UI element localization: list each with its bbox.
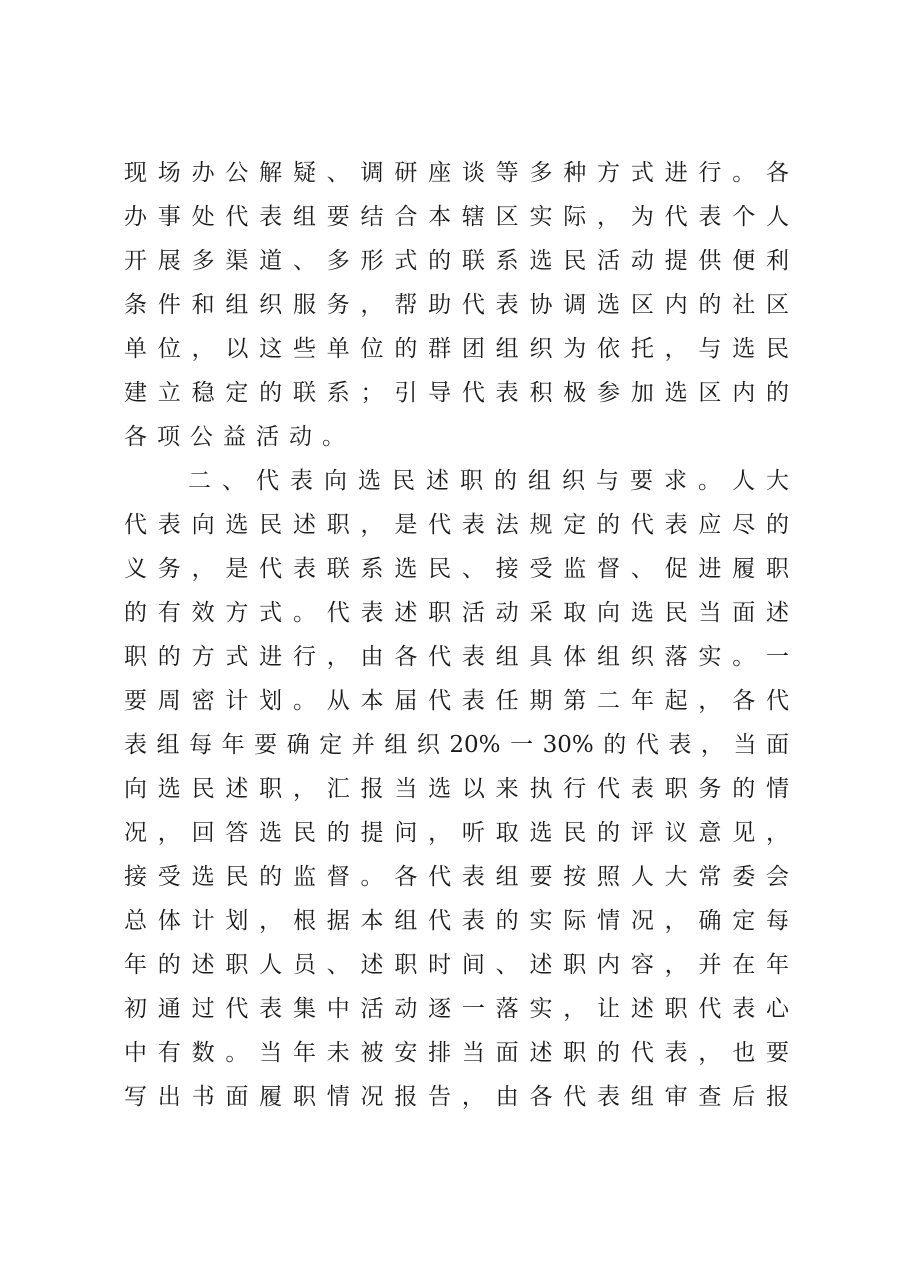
text-line: 要周密计划。从本届代表任期第二年起，各代 [124,688,789,714]
text-line: 接受选民的监督。各代表组要按照人大常委会 [124,864,789,890]
text-line: 代表向选民述职，是代表法规定的代表应尽的 [124,512,789,538]
text-line: 开展多渠道、多形式的联系选民活动提供便利 [124,248,789,274]
text-line: 况，回答选民的提问，听取选民的评议意见， [124,820,789,846]
section-heading-line: 二、代表向选民述职的组织与要求。人大 [188,468,789,494]
text-line: 办事处代表组要结合本辖区实际，为代表个人 [124,204,789,230]
text-line: 初通过代表集中活动逐一落实，让述职代表心 [124,996,789,1022]
text-line: 总体计划，根据本组代表的实际情况，确定每 [124,908,789,934]
text-line: 表组每年要确定并组织20%一30%的代表，当面 [124,732,789,758]
text-line: 年的述职人员、述职时间、述职内容，并在年 [124,952,789,978]
text-line-paragraph-end: 各项公益活动。 [124,424,355,450]
text-line: 单位，以这些单位的群团组织为依托，与选民 [124,336,789,362]
text-line: 中有数。当年未被安排当面述职的代表，也要 [124,1040,789,1066]
text-line: 写出书面履职情况报告，由各代表组审查后报 [124,1084,789,1110]
text-line: 现场办公解疑、调研座谈等多种方式进行。各 [124,160,789,186]
text-line: 条件和组织服务，帮助代表协调选区内的社区 [124,292,789,318]
text-line: 向选民述职，汇报当选以来执行代表职务的情 [124,776,789,802]
text-line: 建立稳定的联系；引导代表积极参加选区内的 [124,380,789,406]
text-line: 义务，是代表联系选民、接受监督、促进履职 [124,556,789,582]
text-line: 职的方式进行，由各代表组具体组织落实。一 [124,644,789,670]
text-line: 的有效方式。代表述职活动采取向选民当面述 [124,600,789,626]
body-text [124,151,789,1119]
